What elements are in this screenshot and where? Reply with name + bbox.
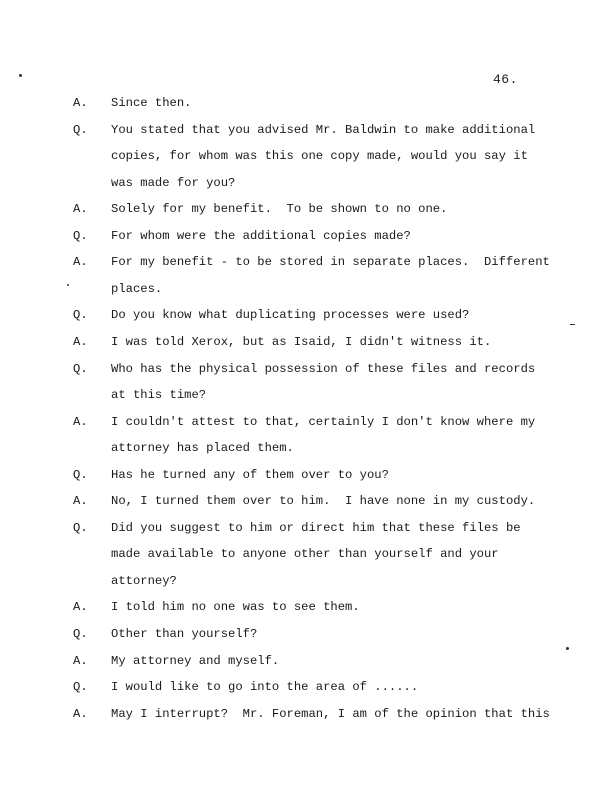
transcript-text: Since then. bbox=[111, 96, 192, 110]
speck-mark bbox=[67, 284, 69, 286]
transcript-text: attorney? bbox=[111, 573, 177, 588]
transcript-text: copies, for whom was this one copy made, would you say it bbox=[111, 149, 528, 164]
answer-label: A. bbox=[73, 96, 88, 110]
transcript-text: I would like to go into the area of ...... bbox=[111, 680, 419, 695]
answer-label: A. bbox=[73, 653, 88, 668]
question-label: Q. bbox=[73, 680, 88, 695]
question-label: Q. bbox=[73, 361, 88, 376]
answer-label: A. bbox=[73, 255, 88, 270]
transcript-text: Has he turned any of them over to you? bbox=[111, 467, 389, 482]
transcript-text: No, I turned them over to him. I have none in my custody. bbox=[111, 494, 536, 509]
transcript-text: Other than yourself? bbox=[111, 627, 258, 641]
transcript-text: May I interrupt? Mr. Foreman, I am of the opinion that this bbox=[111, 706, 550, 721]
question-label: Q. bbox=[73, 520, 88, 535]
transcript-text: at this time? bbox=[111, 388, 207, 403]
transcript-text: I told him no one was to see them. bbox=[111, 600, 360, 615]
speck-mark bbox=[570, 324, 575, 325]
transcript-text: I couldn't attest to that, certainly I don't know where my bbox=[111, 414, 536, 429]
transcript-text: I was told Xerox, but as Isaid, I didn't witness it. bbox=[111, 334, 492, 349]
answer-label: A. bbox=[73, 334, 88, 349]
transcript-text: Did you suggest to him or direct him that these files be bbox=[111, 520, 521, 535]
page-number: 46. bbox=[493, 72, 518, 87]
answer-label: A. bbox=[73, 600, 88, 615]
transcript-text: places. bbox=[111, 281, 163, 296]
speck-mark bbox=[566, 647, 569, 650]
transcript-text: was made for you? bbox=[111, 175, 236, 190]
question-label: Q. bbox=[73, 627, 88, 641]
question-label: Q. bbox=[73, 467, 88, 482]
transcript-text: Who has the physical possession of these files and records bbox=[111, 361, 536, 376]
transcript-text: For whom were the additional copies made? bbox=[111, 228, 411, 243]
transcript-text: Do you know what duplicating processes were used? bbox=[111, 308, 470, 323]
transcript-text: Solely for my benefit. To be shown to no one. bbox=[111, 202, 448, 217]
transcript-text: My attorney and myself. bbox=[111, 653, 280, 668]
question-label: Q. bbox=[73, 228, 88, 243]
speck-mark bbox=[19, 74, 22, 77]
transcript-text: You stated that you advised Mr. Baldwin to make additional bbox=[111, 122, 536, 137]
transcript-text: attorney has placed them. bbox=[111, 441, 294, 456]
question-label: Q. bbox=[73, 308, 88, 323]
answer-label: A. bbox=[73, 202, 88, 217]
transcript-text: For my benefit - to be stored in separate places. Different bbox=[111, 255, 550, 270]
question-label: Q. bbox=[73, 122, 88, 137]
transcript-text: made available to anyone other than yourself and your bbox=[111, 547, 499, 562]
answer-label: A. bbox=[73, 494, 88, 509]
answer-label: A. bbox=[73, 706, 88, 721]
answer-label: A. bbox=[73, 414, 88, 429]
